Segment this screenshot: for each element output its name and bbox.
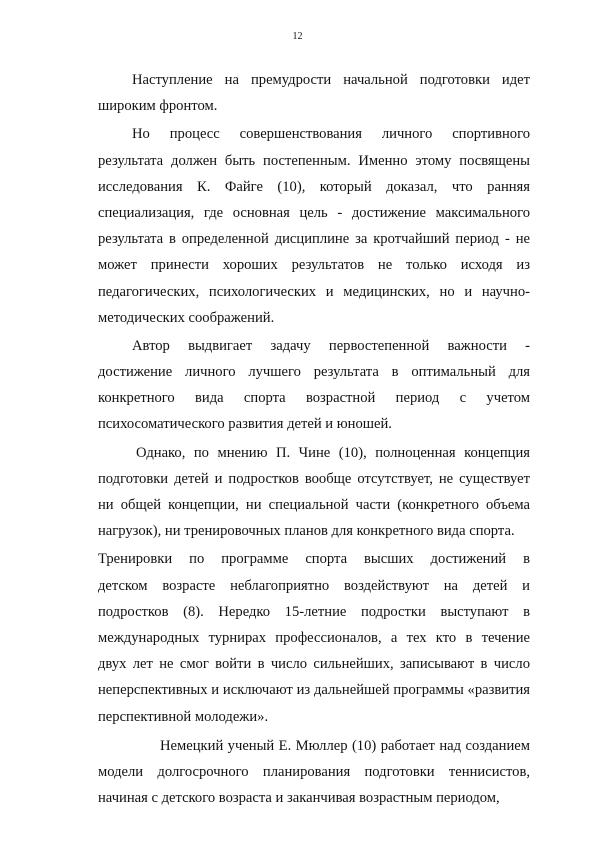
text-line: исследования К. Файге (10), который доказал, что ранняя — [98, 178, 530, 195]
text-line: результата должен быть постепенным. Именно этому посвящены — [98, 152, 530, 169]
text-line: Немецкий ученый Е. Мюллер (10) работает над созданием — [160, 737, 530, 754]
text-line: специализация, где основная цель - достижение максимального — [98, 204, 530, 221]
paragraph — [98, 440, 530, 545]
text-line: конкретного вида спорта возрастной период с учетом — [98, 390, 530, 407]
text-line: Автор выдвигает задачу первостепенной важности - — [132, 337, 530, 354]
text-line: Тренировки по программе спорта высших достижений в — [98, 551, 530, 568]
text-line: достижение личного лучшего результата в оптимальный для — [98, 364, 530, 381]
paragraph — [98, 121, 530, 331]
text-line: может принести хороших результатов не только исходя из — [98, 257, 530, 274]
paragraph — [98, 333, 530, 438]
text-line: перспективной молодежи». — [98, 708, 269, 725]
text-line: нагрузок), ни тренировочных планов для конкретного вида спорта. — [98, 523, 515, 540]
text-line: международных турнирах профессионалов, а тех кто в течение — [98, 629, 530, 646]
text-line: ни общей концепции, ни специальной части (конкретного объема — [98, 497, 530, 513]
page-number: 12 — [292, 31, 303, 42]
text-line: Однако, по мнению П. Чине (10), полноценная концепция — [136, 444, 530, 461]
text-line: детском возрасте неблагоприятно воздействуют на детей и — [98, 577, 530, 594]
text-line: Наступление на премудрости начальной подготовки идет — [132, 72, 530, 88]
document-body — [98, 67, 530, 811]
text-line: Но процесс совершенствования личного спортивного — [132, 126, 530, 143]
text-line: неперспективных и исключают из дальнейшей программы «развития — [98, 682, 530, 699]
text-line: широким фронтом. — [98, 98, 218, 115]
text-line: подростков (8). Нередко 15-летние подростки выступают в — [98, 603, 530, 620]
text-line: результата в определенной дисциплине за кротчайший период - не — [98, 231, 530, 248]
paragraph — [98, 67, 530, 119]
text-line: начиная с детского возраста и заканчивая возрастным периодом, — [98, 790, 500, 807]
text-line: психосоматического развития детей и юношей. — [98, 416, 392, 433]
paragraph — [98, 733, 530, 812]
text-line: методических соображений. — [98, 309, 275, 326]
text-line: двух лет не смог войти в число сильнейших, записывают в число — [98, 656, 530, 673]
text-line: модели долгосрочного планирования подготовки теннисистов, — [98, 763, 530, 780]
text-line: подготовки детей и подростков вообще отсутствует, не существует — [98, 470, 530, 487]
paragraph — [98, 546, 530, 729]
text-line: педагогических, психологических и медицинских, но и научно- — [98, 283, 530, 300]
